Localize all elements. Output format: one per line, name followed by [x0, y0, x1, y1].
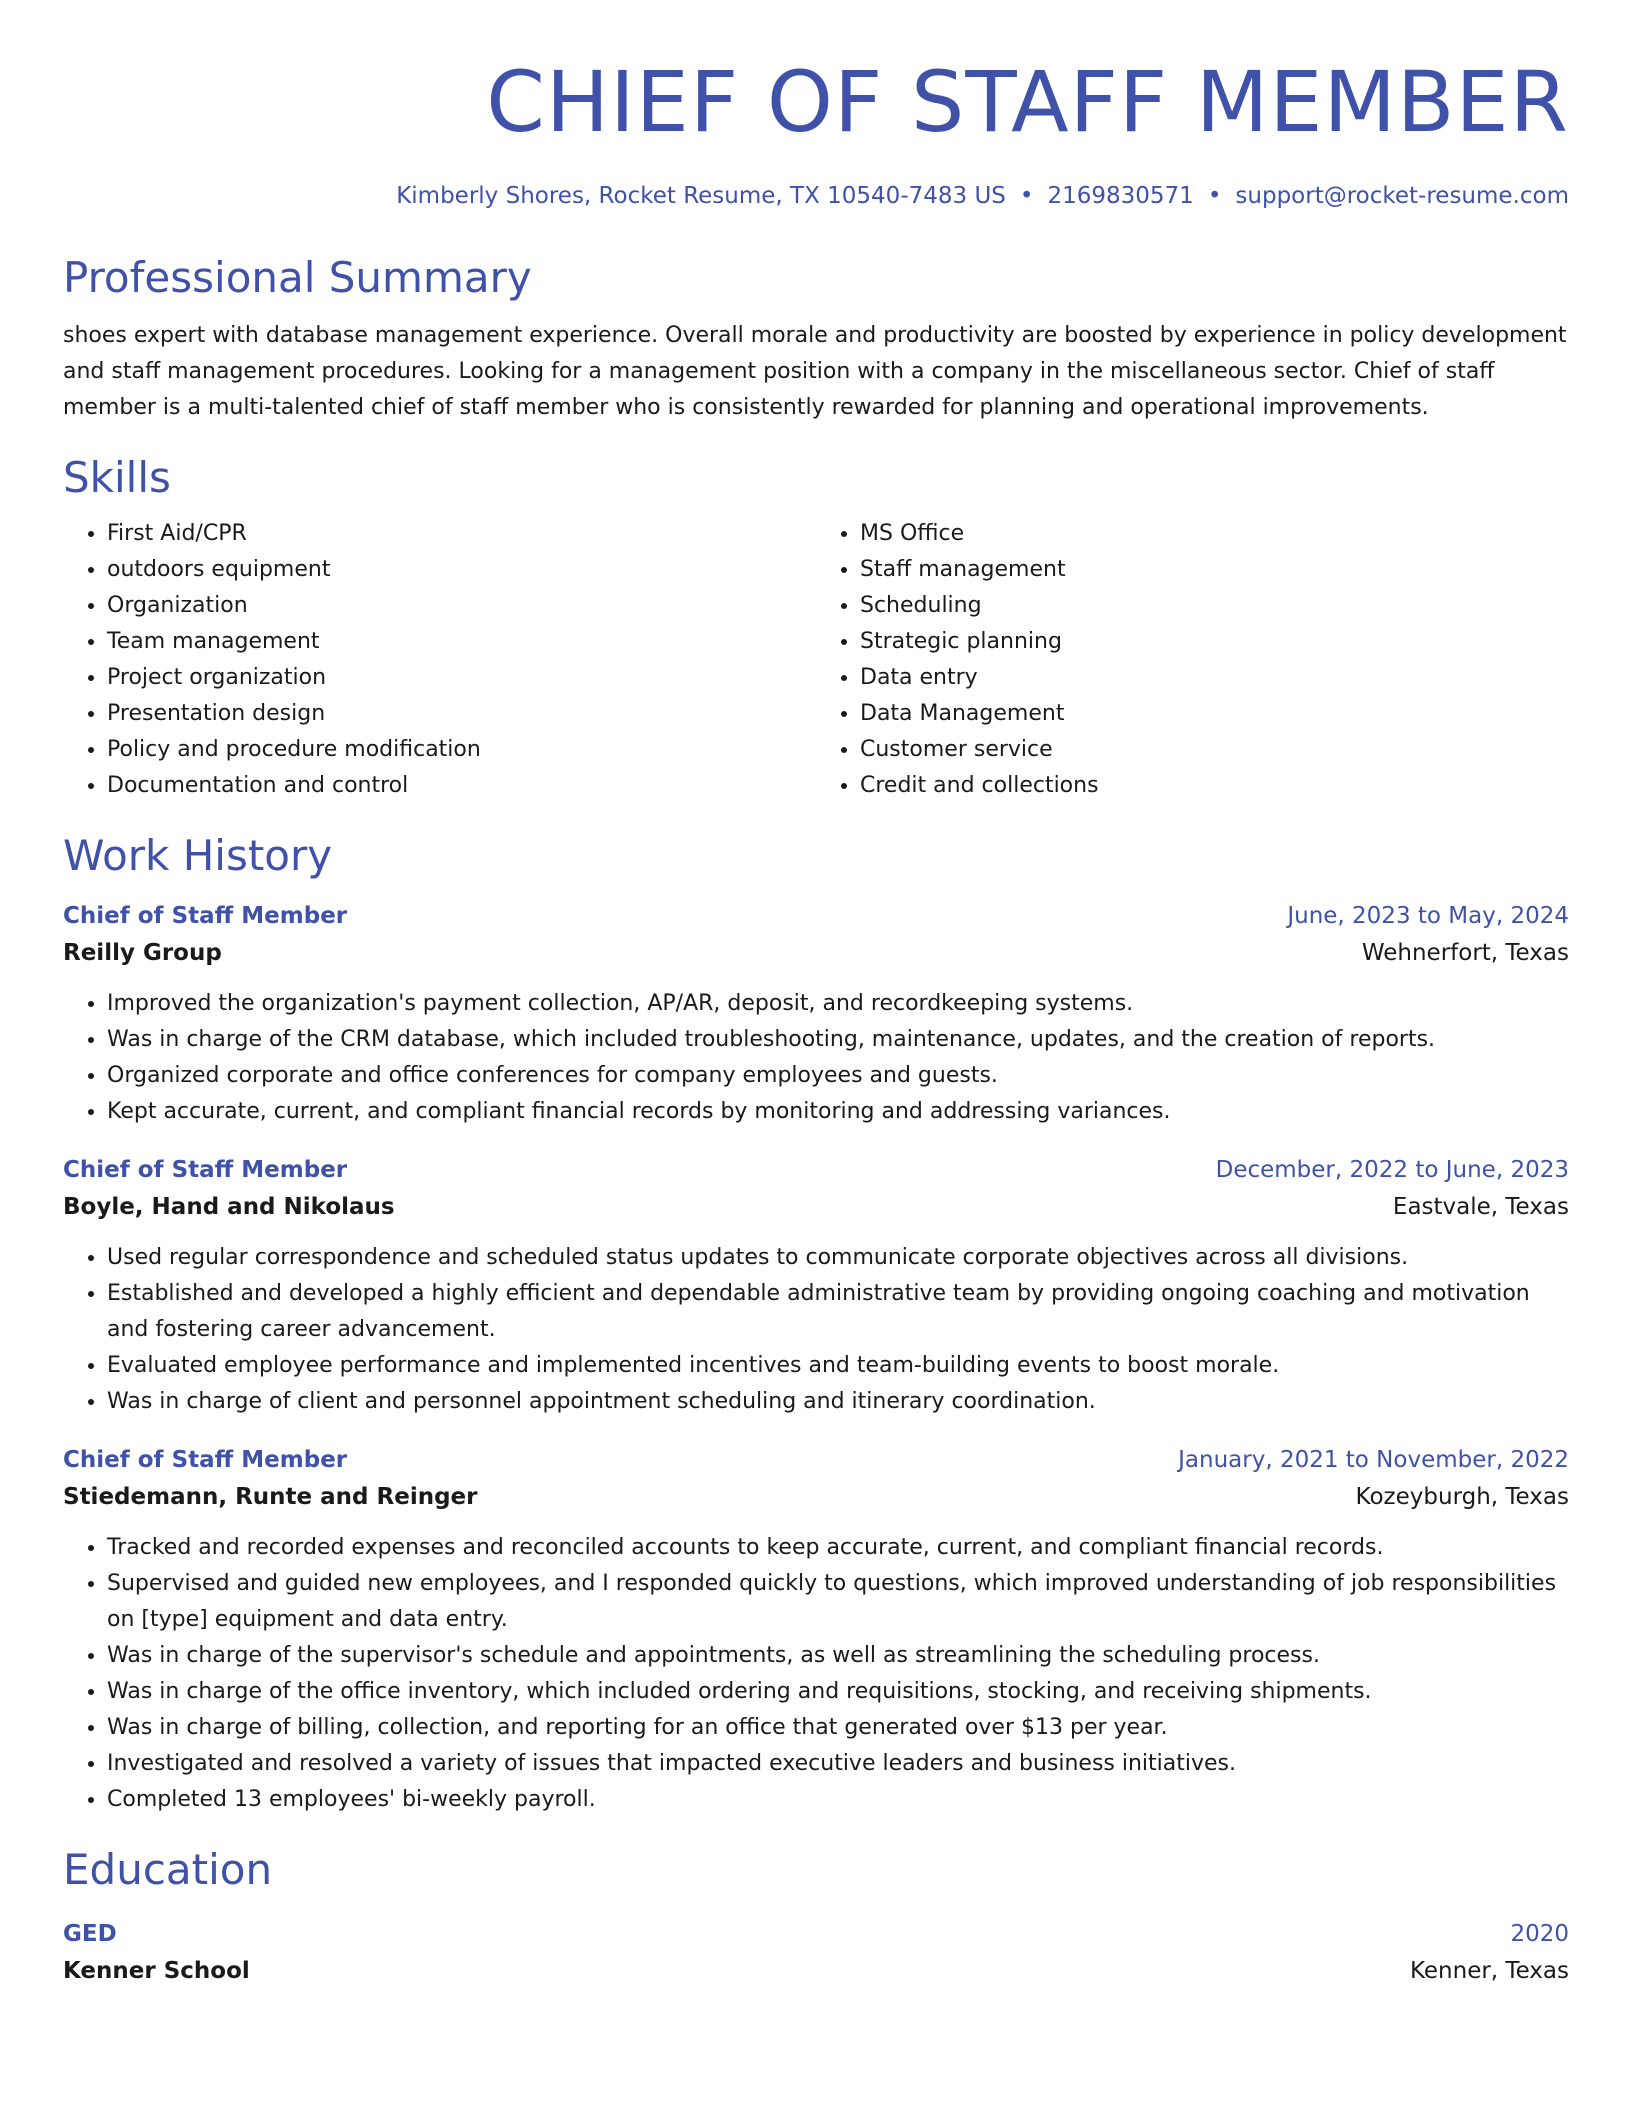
job-bullets	[63, 1530, 1569, 1818]
job-title: Chief of Staff Member	[63, 1447, 348, 1473]
contact-phone: 2169830571	[1047, 183, 1194, 209]
skills-heading: Skills	[63, 453, 171, 502]
job-title: Chief of Staff Member	[63, 1157, 348, 1183]
job-dates: June, 2023 to May, 2024	[1287, 903, 1569, 929]
job-bullet: • Was in charge of billing, collection, and reporting for an office that generated over $13 per year.	[107, 1710, 1569, 1746]
skill-item: • Customer service	[860, 732, 1569, 768]
skill-item: • First Aid/CPR	[107, 516, 816, 552]
skill-item: • Data entry	[860, 660, 1569, 696]
skill-item: • Strategic planning	[860, 624, 1569, 660]
skills-list	[63, 516, 1569, 804]
job-bullet: • Investigated and resolved a variety of issues that impacted executive leaders and business initiatives.	[107, 1746, 1569, 1782]
job-location: Eastvale, Texas	[1392, 1194, 1569, 1220]
job-bullet: • Supervised and guided new employees, and I responded quickly to questions, which improved understanding of job responsibilities on [type] equipment and data entry.	[107, 1566, 1569, 1638]
contact-separator: •	[1207, 183, 1222, 209]
skill-item: • MS Office	[860, 516, 1569, 552]
job-dates: December, 2022 to June, 2023	[1215, 1157, 1569, 1183]
contact-email[interactable]: support@rocket-resume.com	[1235, 183, 1569, 209]
education-heading: Education	[63, 1845, 273, 1894]
education-location: Kenner, Texas	[1409, 1958, 1569, 1984]
job-company: Reilly Group	[63, 940, 222, 966]
job-bullet: • Evaluated employee performance and implemented incentives and team-building events to boost morale.	[107, 1348, 1569, 1384]
job-title: Chief of Staff Member	[63, 903, 348, 929]
skills-column-left	[63, 516, 816, 804]
summary-text: shoes expert with database management experience. Overall morale and productivity are boosted by experience in policy development and staff management procedures. Looking for a management position with a company in the miscellaneous sector. Chief of staff member is a multi-talented chief of staff member who is consistently rewarded for planning and operational improvements.	[63, 323, 1567, 420]
job-dates: January, 2021 to November, 2022	[1178, 1447, 1569, 1473]
resume-name: CHIEF OF STAFF MEMBER	[486, 53, 1569, 151]
job-entry	[63, 1442, 1569, 1818]
job-bullet: • Was in charge of client and personnel appointment scheduling and itinerary coordination.	[107, 1384, 1569, 1420]
summary-heading: Professional Summary	[63, 253, 532, 302]
skill-item: • Presentation design	[107, 696, 816, 732]
contact-separator: •	[1019, 183, 1034, 209]
skills-column-right	[816, 516, 1569, 804]
job-location: Wehnerfort, Texas	[1361, 940, 1569, 966]
job-company: Stiedemann, Runte and Reinger	[63, 1484, 478, 1510]
job-bullet: • Completed 13 employees' bi-weekly payroll.	[107, 1782, 1569, 1818]
job-entry	[63, 1152, 1569, 1420]
skill-item: • Credit and collections	[860, 768, 1569, 804]
job-bullet: • Was in charge of the supervisor's schedule and appointments, as well as streamlining the scheduling process.	[107, 1638, 1569, 1674]
skill-item: • Team management	[107, 624, 816, 660]
job-bullet: • Was in charge of the CRM database, which included troubleshooting, maintenance, updates, and the creation of reports.	[107, 1022, 1569, 1058]
skill-item: • Data Management	[860, 696, 1569, 732]
job-location: Kozeyburgh, Texas	[1355, 1484, 1569, 1510]
job-bullet: • Kept accurate, current, and compliant financial records by monitoring and addressing variances.	[107, 1094, 1569, 1130]
skill-item: • outdoors equipment	[107, 552, 816, 588]
work-history-heading: Work History	[63, 831, 333, 880]
job-bullets	[63, 1240, 1569, 1420]
job-entry	[63, 898, 1569, 1130]
skill-item: • Project organization	[107, 660, 816, 696]
skill-item: • Policy and procedure modification	[107, 732, 816, 768]
skill-item: • Scheduling	[860, 588, 1569, 624]
education-entry	[63, 1916, 1569, 1990]
education-year: 2020	[1510, 1921, 1569, 1947]
job-bullet: • Improved the organization's payment collection, AP/AR, deposit, and recordkeeping systems.	[107, 986, 1569, 1022]
skill-item: • Staff management	[860, 552, 1569, 588]
education-degree: GED	[63, 1921, 117, 1947]
job-bullet: • Organized corporate and office conferences for company employees and guests.	[107, 1058, 1569, 1094]
education-school: Kenner School	[63, 1958, 250, 1984]
job-bullet: • Established and developed a highly efficient and dependable administrative team by providing ongoing coaching and motivation and fostering career advancement.	[107, 1276, 1569, 1348]
skill-item: • Organization	[107, 588, 816, 624]
job-bullet: • Tracked and recorded expenses and reconciled accounts to keep accurate, current, and compliant financial records.	[107, 1530, 1569, 1566]
skill-item: • Documentation and control	[107, 768, 816, 804]
job-bullets	[63, 986, 1569, 1130]
job-bullet: • Was in charge of the office inventory, which included ordering and requisitions, stocking, and receiving shipments.	[107, 1674, 1569, 1710]
contact-line	[63, 180, 1569, 212]
contact-address: Kimberly Shores, Rocket Resume, TX 10540-7483 US	[396, 183, 1006, 209]
job-company: Boyle, Hand and Nikolaus	[63, 1194, 395, 1220]
job-bullet: • Used regular correspondence and scheduled status updates to communicate corporate objectives across all divisions.	[107, 1240, 1569, 1276]
